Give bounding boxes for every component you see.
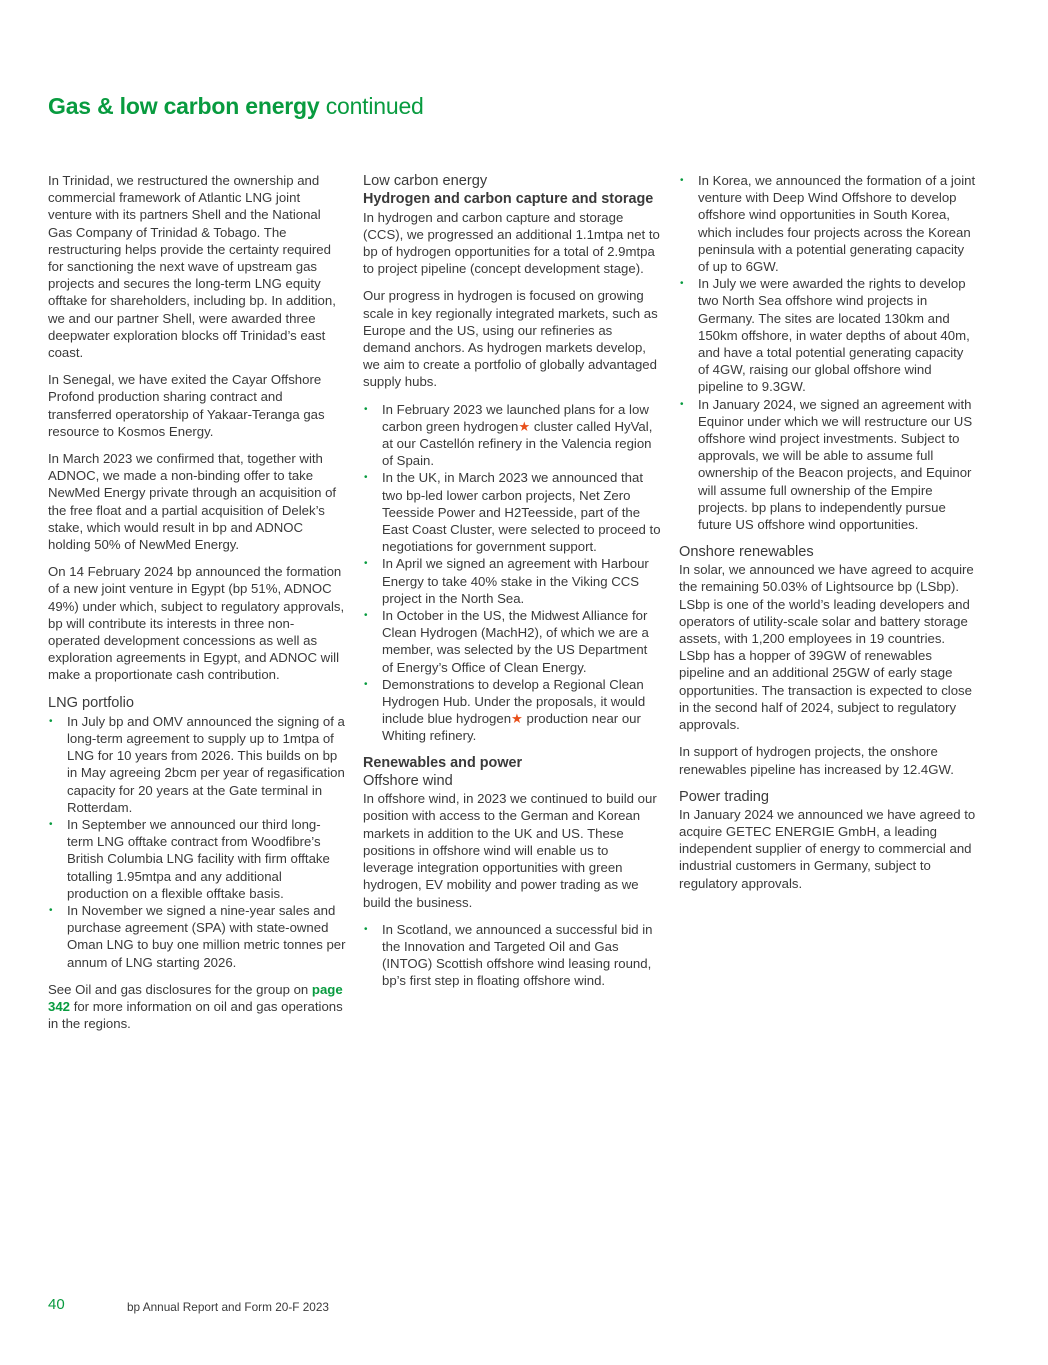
page-number: 40 (48, 1296, 65, 1313)
heading-onshore-renewables: Onshore renewables (679, 544, 814, 561)
page-title-continued: continued (325, 93, 424, 119)
list-item: • In July bp and OMV announced the signing of a long-term agreement to supply up to 1mtpa of LNG for 10 years from 2026. This builds on bp in May agreeing 2bcm per year of regasification capacity for 20 years at the Gate terminal in Rotterdam. (48, 713, 346, 816)
see-text-pre: See Oil and gas disclosures for the group on (48, 981, 309, 997)
list-item: • In October in the US, the Midwest Alliance for Clean Hydrogen (MachH2), of which we are a member, was selected by the US Department of Energy’s Office of Clean Energy. (363, 607, 661, 676)
bullet-text: cluster called HyVal, at our Castellón refinery in the Valencia region of Spain. (382, 418, 653, 469)
list-item: • In the UK, in March 2023 we announced that two bp-led lower carbon projects, Net Zero Teesside Power and H2Teesside, part of the East Coast Cluster, were selected to proceed to negotiations for government support. (363, 469, 661, 555)
bullet-text: production near our Whiting refinery. (382, 711, 641, 744)
list-item: • In July we were awarded the rights to develop two North Sea offshore wind projects in Germany. The sites are located 130km and 150km offshore, in water depths of about 40m, and have a total potential generating capacity of 4GW, raising our global offshore wind pipeline to 9.3GW. (679, 275, 977, 395)
see-text-post: for more information on oil and gas operations in the regions. (48, 998, 343, 1032)
heading-low-carbon-energy: Low carbon energy (363, 173, 488, 189)
heading-renewables-power: Renewables and power (363, 754, 523, 771)
page-342-link[interactable]: page 342 (48, 981, 343, 1014)
list-item: • In January 2024, we signed an agreement with Equinor under which we will restructure our US offshore wind project investments. Subject to approvals, we will be able to assume full ownership of the Beacon projects, and Equinor will assume full ownership of the Empire projects. bp plans to independently pursue future US offshore wind opportunities. (679, 396, 977, 534)
lng-bullet-list (48, 713, 346, 971)
column-1 (48, 172, 346, 1042)
paragraph-senegal: In Senegal, we have exited the Cayar Offshore Profond production sharing contract and transferred operatorship of Yakaar-Teranga gas resource to Kosmos Energy. (48, 372, 325, 439)
star-icon: ★ (518, 418, 531, 434)
heading-lng-portfolio: LNG portfolio (48, 694, 134, 711)
footer-publication: bp Annual Report and Form 20-F 2023 (127, 1300, 329, 1314)
bullet-text: Demonstrations to develop a Regional Clean Hydrogen Hub. Under the proposals, it would include blue hydrogen (382, 676, 646, 727)
list-item: • In Korea, we announced the formation of a joint venture with Deep Wind Offshore to develop offshore wind opportunities in South Korea, which includes four projects across the Korean peninsula with a potential generating capacity of up to 6GW. (679, 172, 977, 275)
paragraph-power-trading: In January 2024 we announced we have agreed to acquire GETEC ENERGIE GmbH, a leading independent supplier of energy to commercial and industrial customers in Germany, subject to regulatory approvals. (679, 806, 976, 891)
offshore-bullet-list (363, 921, 661, 990)
paragraph-egypt: On 14 February 2024 bp announced the formation of a new joint venture in Egypt (bp 51%, ADNOC 49%) under which, subject to regulatory approvals, bp will contribute its interests in three non-operated development concessions as well as exploration agreements in Egypt, and ADNOC will make a proportionate cash contribution. (48, 564, 345, 683)
paragraph-hydrogen-focus: Our progress in hydrogen is focused on growing scale in key regionally integrated markets, such as Europe and the US, using our refineries as demand anchors. As hydrogen markets develop, we aim to create a portfolio of globally advantaged supply hubs. (363, 288, 658, 390)
page-title-main: Gas & low carbon energy (48, 93, 320, 119)
star-icon: ★ (511, 711, 523, 727)
list-item: • In Scotland, we announced a successful bid in the Innovation and Targeted Oil and Gas (INTOG) Scottish offshore wind leasing round, bp’s first step in floating offshore wind. (363, 921, 661, 990)
bullet-text: In February 2023 we launched plans for a low carbon green hydrogen (382, 401, 649, 434)
paragraph-hydrogen-progress: In hydrogen and carbon capture and storage (CCS), we progressed an additional 1.1mtpa net to bp of hydrogen opportunities for a total of 2.9mtpa to project pipeline (concept development stage). (363, 209, 660, 277)
heading-power-trading: Power trading (679, 788, 770, 805)
list-item: • In November we signed a nine-year sales and purchase agreement (SPA) with state-owned Oman LNG to buy one million metric tonnes per annum of LNG starting 2026. (48, 902, 346, 971)
paragraph-trinidad: In Trinidad, we restructured the ownership and commercial framework of Atlantic LNG joint venture with its partners Shell and the National Gas Company of Trinidad & Tobago. The restructuring helps provide the certainty required for sanctioning the next wave of upstream gas projects and secures the long-term LNG equity offtake for shareholders, including bp. In addition, we and our partner Shell, were awarded three deepwater exploration blocks off Trinidad’s east coast. (48, 173, 336, 361)
column-2 (363, 172, 661, 1000)
list-item: • In September we announced our third long-term LNG offtake contract from Woodfibre’s British Columbia LNG facility with firm offtake totalling 1.95mtpa and any additional production on a flexible offtake basis. (48, 816, 346, 902)
heading-offshore-wind: Offshore wind (363, 773, 453, 790)
list-item: • In April we signed an agreement with Harbour Energy to take 40% stake in the Viking CCS project in the North Sea. (363, 555, 661, 607)
heading-hydrogen-ccs: Hydrogen and carbon capture and storage (363, 191, 654, 207)
paragraph-onshore-pipeline: In support of hydrogen projects, the onshore renewables pipeline has increased by 12.4GW. (679, 744, 954, 777)
list-item (363, 676, 661, 745)
paragraph-solar: In solar, we announced we have agreed to acquire the remaining 50.03% of Lightsource bp (LSbp). LSbp is one of the world’s leading developers and operators of utility-scale solar and battery storage assets, with 1,200 employees in 19 countries. LSbp has a hopper of 39GW of renewables pipeline and an additional 25GW of early stage opportunities. The transaction is expected to close in the second half of 2024, subject to regulatory approvals. (679, 562, 974, 733)
paragraph-newmed: In March 2023 we confirmed that, together with ADNOC, we made a non-binding offer to take NewMed Energy private through an acquisition of the free float and a partial acquisition of Delek’s stake, which would result in bp and ADNOC holding 50% of NewMed Energy. (48, 451, 337, 553)
hydrogen-bullet-list (363, 401, 661, 745)
column-3 (679, 172, 977, 902)
page-title (48, 90, 424, 122)
list-item (363, 401, 661, 470)
paragraph-offshore-wind: In offshore wind, in 2023 we continued to build our position with access to the German and Korean markets in addition to the UK and US. These positions in offshore wind will enable us to leverage integration opportunities with green hydrogen, EV mobility and power trading as we build the business. (363, 791, 657, 910)
paragraph-see-disclosures (48, 981, 346, 1033)
offshore-bullet-list-continued (679, 172, 977, 533)
